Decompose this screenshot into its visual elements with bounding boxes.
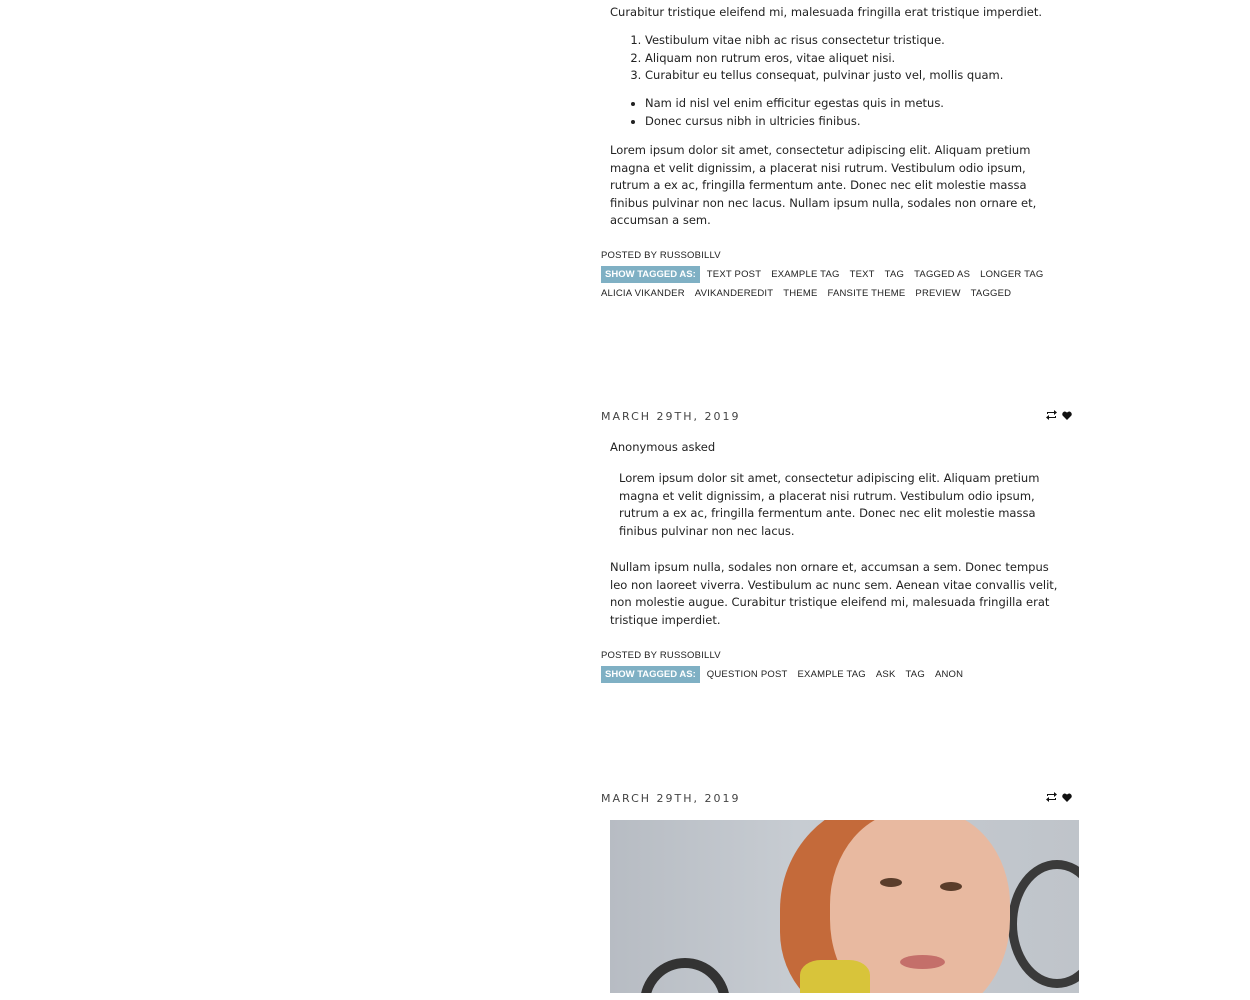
post-intro-text: Curabitur tristique eleifend mi, malesuada fringilla erat tristique imperdiet. — [610, 5, 1043, 19]
tag-link[interactable]: FANSITE THEME — [827, 288, 906, 299]
tag-link[interactable]: THEME — [783, 288, 818, 299]
list-item: • Nam id nisl vel enim efficitur egestas quis in metus. — [645, 95, 944, 113]
posted-by[interactable]: POSTED BY RUSSOBILLV — [601, 650, 721, 661]
tag-link[interactable]: LONGER TAG — [980, 269, 1044, 280]
ordered-list — [610, 32, 1003, 85]
reblog-icon[interactable] — [1046, 792, 1057, 805]
post-paragraph: Lorem ipsum dolor sit amet, consectetur adipiscing elit. Aliquam pretium magna et velit dignissim, a placerat nisi rutrum. Vestibulum odio ipsum, rutrum a ex ac, fringilla fermentum ante. Donec nec elit molestie massa finibus pulvinar non nec lacus. Nullam ipsum nulla, sodales non ornare et, accumsan a sem. — [610, 143, 1037, 227]
photo-subject-lips — [900, 955, 945, 969]
tag-link[interactable]: QUESTION POST — [706, 669, 788, 680]
tag-link[interactable]: EXAMPLE TAG — [771, 269, 840, 280]
tag-link[interactable]: ALICIA VIKANDER — [601, 288, 685, 299]
post-actions — [1044, 410, 1072, 423]
post-date[interactable]: MARCH 29TH, 2019 — [601, 792, 741, 805]
tag-link[interactable]: TAG — [884, 269, 905, 280]
photo-subject-jacket — [800, 960, 870, 993]
tag-link[interactable]: PREVIEW — [915, 288, 961, 299]
heart-icon[interactable] — [1062, 793, 1072, 805]
tag-list — [601, 665, 1071, 684]
show-tagged-label: SHOW TAGGED AS: — [601, 266, 700, 283]
asker-name[interactable]: Anonymous asked — [610, 440, 716, 454]
photo-subject-eye — [880, 878, 902, 887]
tag-link[interactable]: TAGGED AS — [914, 269, 971, 280]
show-tagged-label: SHOW TAGGED AS: — [601, 666, 700, 683]
tag-link[interactable]: TAGGED — [970, 288, 1012, 299]
photo-subject-eye — [940, 882, 962, 891]
tag-link[interactable]: TEXT POST — [706, 269, 762, 280]
tag-link[interactable]: ASK — [875, 669, 896, 680]
list-item: 2. Aliquam non rutrum eros, vitae aliquet nisi. — [645, 50, 1003, 68]
tag-link[interactable]: ANON — [934, 669, 964, 680]
tag-link[interactable]: TAG — [905, 669, 925, 680]
background-logo — [640, 958, 730, 993]
heart-icon[interactable] — [1062, 411, 1072, 423]
tag-link[interactable]: AVIKANDEREDIT — [694, 288, 774, 299]
post-date[interactable]: MARCH 29TH, 2019 — [601, 410, 741, 423]
list-item: • Donec cursus nibh in ultricies finibus. — [645, 113, 944, 131]
background-logo — [1008, 860, 1079, 988]
tag-list — [601, 265, 1071, 303]
posted-by[interactable]: POSTED BY RUSSOBILLV — [601, 250, 721, 261]
reblog-icon[interactable] — [1046, 410, 1057, 423]
post-photo[interactable] — [610, 820, 1079, 993]
answer-text: Nullam ipsum nulla, sodales non ornare et, accumsan a sem. Donec tempus leo non laoreet viverra. Vestibulum ac nunc sem. Aenean vitae convallis velit, non molestie augue. Curabitur tristique eleifend mi, malesuada fringilla erat tristique imperdiet. — [610, 560, 1058, 627]
list-item: 1. Vestibulum vitae nibh ac risus consectetur tristique. — [645, 32, 1003, 50]
question-text: Lorem ipsum dolor sit amet, consectetur adipiscing elit. Aliquam pretium magna et velit dignissim, a placerat nisi rutrum. Vestibulum odio ipsum, rutrum a ex ac, fringilla fermentum ante. Donec nec elit molestie massa finibus pulvinar non nec lacus. — [619, 471, 1040, 538]
tag-link[interactable]: EXAMPLE TAG — [797, 669, 866, 680]
unordered-list — [610, 95, 944, 130]
tag-link[interactable]: TEXT — [849, 269, 875, 280]
list-item: 3. Curabitur eu tellus consequat, pulvinar justo vel, mollis quam. — [645, 67, 1003, 85]
post-actions — [1044, 792, 1072, 805]
